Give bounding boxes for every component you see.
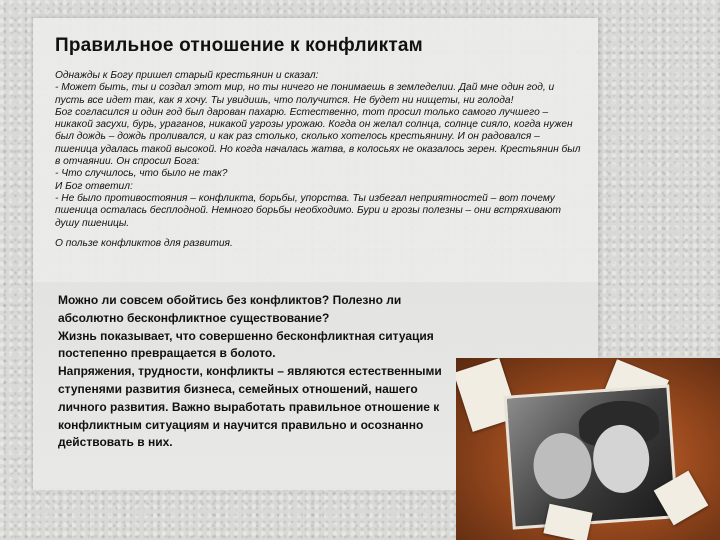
story-line: - Что случилось, что было не так?: [55, 168, 228, 180]
story-line: Бог согласился и один год был дарован пахарю. Естественно, тот просил только самого лучшего – никакой засухи, бурь, ураганов, никакой угрозы урожаю. Когда он желал солнца, солнце сияло, когда нужен был дождь – дождь проливался, и как раз столько, сколько хотелось крестьянину. И он радовался – пшеница удалась такой высокой. Но когда началась жатва, в колосьях не оказалось зерен. Крестьянин был в отчаянии. Он спросил Бога:: [55, 106, 581, 168]
body-paragraph: Напряжения, трудности, конфликты – являются естественными ступенями развития бизнеса, семейных отношений, нашего личного развития. Важно выработать правильное отношение к конфликтным ситуациям и научится правильно и осознанно действовать в них.: [58, 364, 442, 450]
torn-photo-image: [456, 358, 720, 540]
story-line: Однажды к Богу пришел старый крестьянин и сказал:: [55, 70, 319, 81]
story-line: - Может быть, ты и создал этот мир, но ты ничего не понимаешь в земледелии. Дай мне один год, и пусть все идет так, как я хочу. Ты увидишь, что получится. Не будет ни нищеты, ни голода!: [55, 82, 555, 106]
main-text: [58, 292, 453, 452]
slide-title: Правильное отношение к конфликтам: [55, 35, 423, 56]
body-paragraph: Можно ли совсем обойтись без конфликтов? Полезно ли абсолютно бесконфликтное существование?: [58, 293, 402, 325]
parable-text: [55, 70, 582, 250]
kiss-photo: [504, 384, 679, 529]
body-paragraph: Жизнь показывает, что совершенно бесконфликтная ситуация постепенно превращается в болото.: [58, 328, 434, 361]
story-line: - Не было противостояния – конфликта, борьбы, упорства. Ты избегал неприятностей – вот почему пшеница осталась бесплодной. Немного борьбы необходимо. Бури и грозы полезны – они встряхивают душу пшеницы.: [55, 192, 562, 229]
story-footer: О пользе конфликтов для развития.: [55, 237, 233, 249]
story-line: И Бог ответил:: [55, 180, 133, 192]
